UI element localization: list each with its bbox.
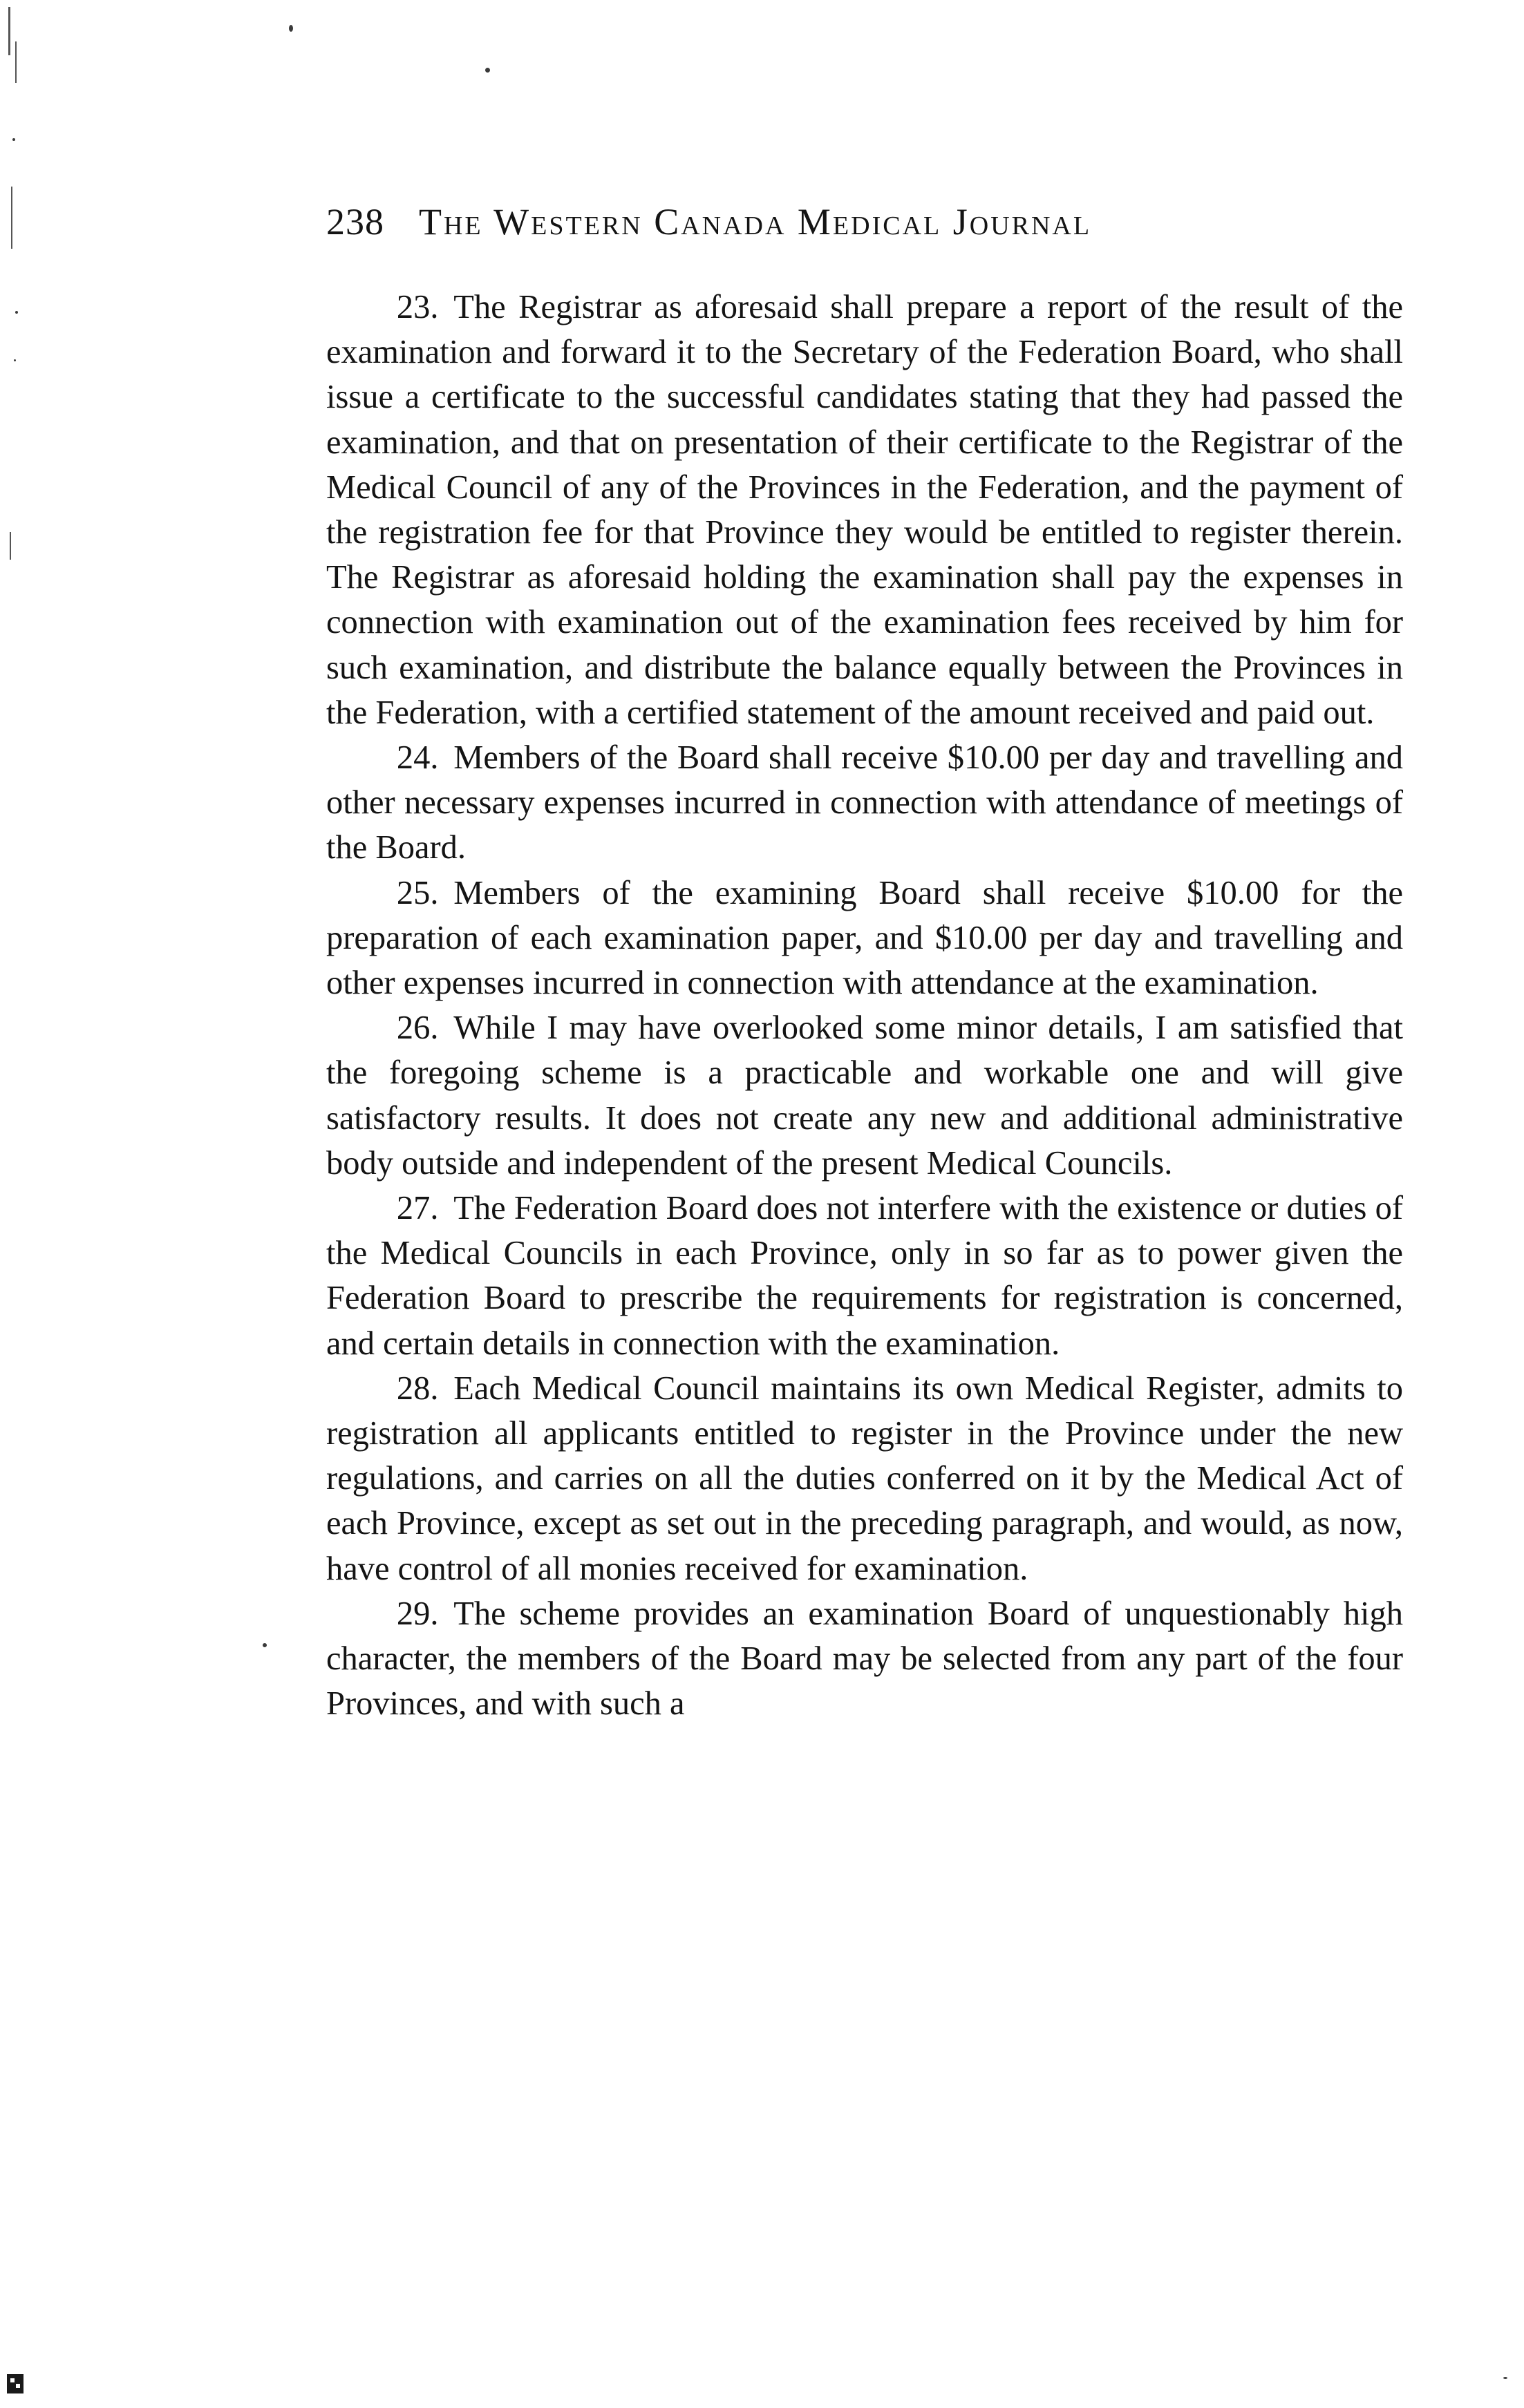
scan-speck <box>289 25 293 32</box>
paragraph-25 <box>326 871 1403 1006</box>
paragraph-23 <box>326 285 1403 735</box>
paragraph-28 <box>326 1366 1403 1591</box>
paragraph-number: 26. <box>396 1009 439 1047</box>
scan-margin-mark <box>15 41 17 83</box>
paragraph-text: Members of the Board shall receive $10.00 per day and travelling and other necessary expenses incurred in connection with attendance of meetings of the Board. <box>326 739 1403 866</box>
paragraph-24 <box>326 735 1403 871</box>
paragraph-text: The Federation Board does not interfere with the existence or duties of the Medical Councils in each Province, only in so far as to power given the Federation Board to prescribe the requirements for registration is concerned, and certain details in connection with the examination. <box>326 1190 1403 1362</box>
paragraph-text: Each Medical Council maintains its own Medical Register, admits to registration all applicants entitled to register in the Province under the new regulations, and carries on all the duties conferred on it by the Medical Act of each Province, except as set out in the preceding paragraph, and would, as now, have control of all monies received for examination. <box>326 1369 1403 1587</box>
paragraph-number: 24. <box>396 739 439 777</box>
paragraph-number: 27. <box>396 1190 439 1227</box>
paragraph-29 <box>326 1591 1403 1727</box>
scan-margin-mark <box>10 532 11 560</box>
paragraph-27 <box>326 1186 1403 1366</box>
paragraph-text: While I may have overlooked some minor details, I am satisfied that the foregoing scheme is a practicable and workable one and will give satisfactory results. It does not create any new and additional administrative body outside and independent of the present Medical Councils. <box>326 1009 1403 1182</box>
paragraph-number: 23. <box>396 289 439 325</box>
scan-speck <box>12 138 15 141</box>
scan-speck <box>485 68 490 73</box>
running-header <box>326 200 1411 256</box>
journal-title: The Western Canada Medical Journal <box>419 201 1092 243</box>
scan-margin-mark <box>8 7 10 55</box>
scan-speck <box>263 1643 267 1647</box>
paragraph-text: The Registrar as aforesaid shall prepare a report of the result of the examination and forward it to the Secretary of the Federation Board, who shall issue a certificate to the successful candidates stating that they had passed the examination, and that on presentation of their certificate to the Registrar of the Medical Council of any of the Provinces in the Federation, and the payment of the registration fee for that Province they would be entitled to register therein. The Registrar as aforesaid holding the examination shall pay the expenses in connection with examination out of the examination fees received by him for such examination, and distribute the balance equally between the Provinces in the Federation, with a certified statement of the amount received and paid out. <box>326 289 1403 731</box>
scan-speck <box>14 359 16 361</box>
scan-speck <box>1503 2377 1507 2379</box>
scan-margin-mark <box>11 187 12 249</box>
paragraph-number: 28. <box>396 1369 439 1407</box>
scan-speck <box>15 311 18 314</box>
paragraph-text: Members of the examining Board shall receive $10.00 for the preparation of each examination paper, and $10.00 per day and travelling and other expenses incurred in connection with attendance at the examination. <box>326 874 1403 1002</box>
paragraph-number: 29. <box>396 1595 439 1632</box>
paragraph-26 <box>326 1005 1403 1186</box>
article-body <box>326 285 1403 1727</box>
paragraph-text: The scheme provides an examination Board of unquestionably high character, the members of the Board may be selected from any part of the four Provinces, and with such a <box>326 1595 1403 1723</box>
page-number: 238 <box>326 201 384 243</box>
paragraph-number: 25. <box>396 874 439 911</box>
scan-corner-mark <box>6 2371 26 2396</box>
